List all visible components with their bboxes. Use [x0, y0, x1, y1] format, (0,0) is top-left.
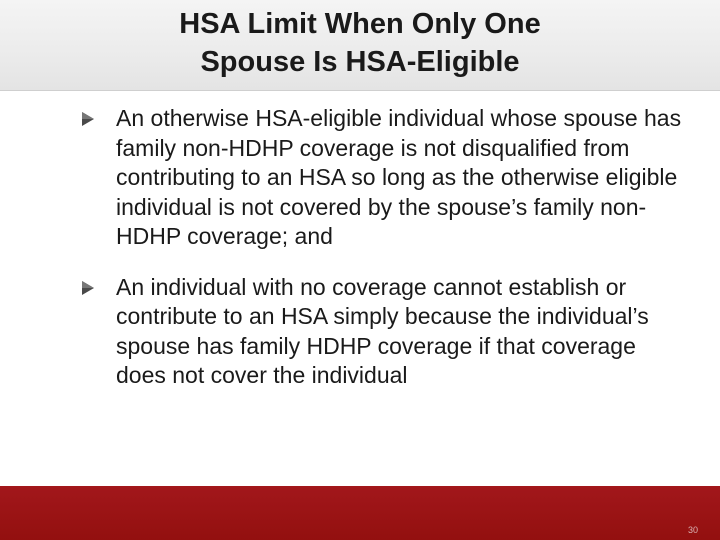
- bullet-text: An individual with no coverage cannot establish or contribute to an HSA simply because the individual’s spouse has family HDHP coverage if that coverage does not cover the individual: [116, 273, 649, 388]
- footer-band: [0, 486, 720, 540]
- bullet-item: [0, 104, 720, 252]
- slide-title-line-2: Spouse Is HSA-Eligible: [200, 46, 520, 78]
- triangle-arrow-right-icon: [81, 111, 95, 127]
- triangle-arrow-right-icon: [81, 280, 95, 296]
- slide-title: [0, 5, 720, 81]
- page-number: 30: [687, 525, 698, 535]
- bullet-list: [0, 104, 720, 391]
- title-band: [0, 0, 720, 91]
- slide-title-line-1: HSA Limit When Only One: [179, 8, 541, 40]
- bullet-item: [0, 273, 720, 391]
- bullet-text: An otherwise HSA-eligible individual whose spouse has family non-HDHP coverage is not disqualified from contributing to an HSA so long as the otherwise eligible individual is not covered by the spouse’s family non-HDHP coverage; and: [116, 105, 682, 249]
